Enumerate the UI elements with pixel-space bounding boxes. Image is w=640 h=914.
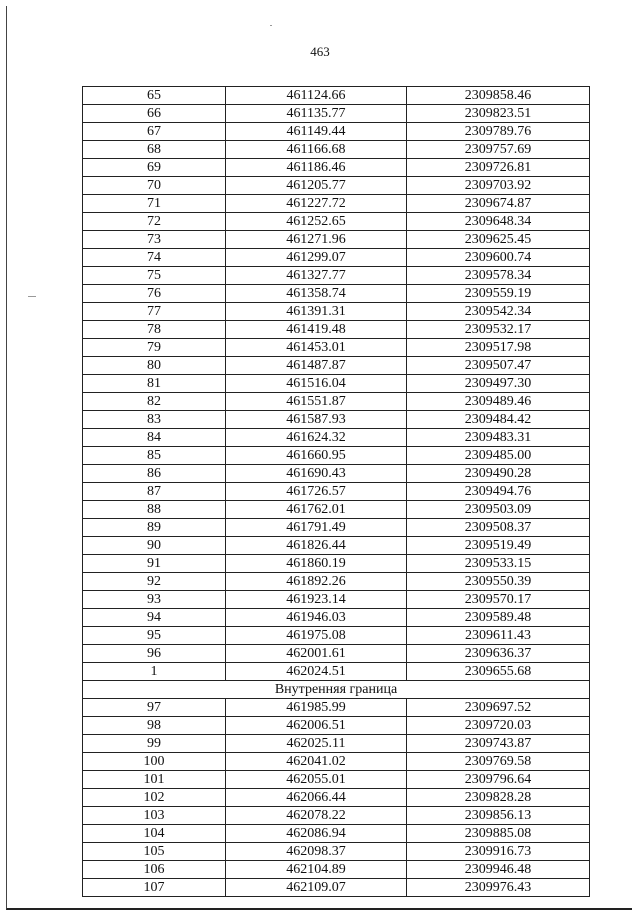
point-number: 75 bbox=[83, 267, 226, 285]
x-coordinate: 461660.95 bbox=[226, 447, 407, 465]
x-coordinate: 462041.02 bbox=[226, 753, 407, 771]
y-coordinate: 2309485.00 bbox=[407, 447, 590, 465]
x-coordinate: 461299.07 bbox=[226, 249, 407, 267]
point-number: 101 bbox=[83, 771, 226, 789]
y-coordinate: 2309489.46 bbox=[407, 393, 590, 411]
table-row bbox=[83, 393, 590, 411]
point-number: 87 bbox=[83, 483, 226, 501]
point-number: 66 bbox=[83, 105, 226, 123]
x-coordinate: 462066.44 bbox=[226, 789, 407, 807]
x-coordinate: 461975.08 bbox=[226, 627, 407, 645]
x-coordinate: 461327.77 bbox=[226, 267, 407, 285]
point-number: 70 bbox=[83, 177, 226, 195]
table-row bbox=[83, 573, 590, 591]
margin-mark bbox=[28, 296, 36, 297]
table-row bbox=[83, 825, 590, 843]
table-row bbox=[83, 879, 590, 897]
x-coordinate: 461892.26 bbox=[226, 573, 407, 591]
y-coordinate: 2309648.34 bbox=[407, 213, 590, 231]
table-row bbox=[83, 285, 590, 303]
point-number: 107 bbox=[83, 879, 226, 897]
x-coordinate: 462001.61 bbox=[226, 645, 407, 663]
table-row bbox=[83, 789, 590, 807]
table-row bbox=[83, 195, 590, 213]
y-coordinate: 2309600.74 bbox=[407, 249, 590, 267]
y-coordinate: 2309789.76 bbox=[407, 123, 590, 141]
table-row bbox=[83, 465, 590, 483]
x-coordinate: 461516.04 bbox=[226, 375, 407, 393]
y-coordinate: 2309611.43 bbox=[407, 627, 590, 645]
point-number: 88 bbox=[83, 501, 226, 519]
table-row bbox=[83, 213, 590, 231]
point-number: 80 bbox=[83, 357, 226, 375]
y-coordinate: 2309589.48 bbox=[407, 609, 590, 627]
x-coordinate: 462104.89 bbox=[226, 861, 407, 879]
point-number: 67 bbox=[83, 123, 226, 141]
y-coordinate: 2309769.58 bbox=[407, 753, 590, 771]
point-number: 89 bbox=[83, 519, 226, 537]
x-coordinate: 461186.46 bbox=[226, 159, 407, 177]
table-row bbox=[83, 627, 590, 645]
point-number: 105 bbox=[83, 843, 226, 861]
x-coordinate: 461166.68 bbox=[226, 141, 407, 159]
y-coordinate: 2309490.28 bbox=[407, 465, 590, 483]
table-row bbox=[83, 501, 590, 519]
table-row bbox=[83, 663, 590, 681]
x-coordinate: 462006.51 bbox=[226, 717, 407, 735]
x-coordinate: 461923.14 bbox=[226, 591, 407, 609]
table-row bbox=[83, 699, 590, 717]
y-coordinate: 2309674.87 bbox=[407, 195, 590, 213]
y-coordinate: 2309757.69 bbox=[407, 141, 590, 159]
point-number: 1 bbox=[83, 663, 226, 681]
point-number: 90 bbox=[83, 537, 226, 555]
x-coordinate: 461227.72 bbox=[226, 195, 407, 213]
point-number: 104 bbox=[83, 825, 226, 843]
point-number: 65 bbox=[83, 87, 226, 105]
point-number: 100 bbox=[83, 753, 226, 771]
point-number: 92 bbox=[83, 573, 226, 591]
y-coordinate: 2309796.64 bbox=[407, 771, 590, 789]
point-number: 79 bbox=[83, 339, 226, 357]
y-coordinate: 2309559.19 bbox=[407, 285, 590, 303]
table-row bbox=[83, 339, 590, 357]
point-number: 76 bbox=[83, 285, 226, 303]
section-header bbox=[83, 681, 590, 699]
section-label: Внутренняя граница bbox=[83, 681, 590, 699]
y-coordinate: 2309494.76 bbox=[407, 483, 590, 501]
x-coordinate: 461358.74 bbox=[226, 285, 407, 303]
point-number: 95 bbox=[83, 627, 226, 645]
x-coordinate: 462024.51 bbox=[226, 663, 407, 681]
x-coordinate: 461985.99 bbox=[226, 699, 407, 717]
point-number: 98 bbox=[83, 717, 226, 735]
scan-speck bbox=[270, 25, 272, 26]
y-coordinate: 2309726.81 bbox=[407, 159, 590, 177]
x-coordinate: 461726.57 bbox=[226, 483, 407, 501]
point-number: 85 bbox=[83, 447, 226, 465]
point-number: 69 bbox=[83, 159, 226, 177]
point-number: 91 bbox=[83, 555, 226, 573]
x-coordinate: 461205.77 bbox=[226, 177, 407, 195]
y-coordinate: 2309533.15 bbox=[407, 555, 590, 573]
y-coordinate: 2309542.34 bbox=[407, 303, 590, 321]
y-coordinate: 2309655.68 bbox=[407, 663, 590, 681]
point-number: 74 bbox=[83, 249, 226, 267]
page-number: 463 bbox=[310, 44, 330, 59]
table-row bbox=[83, 447, 590, 465]
x-coordinate: 461826.44 bbox=[226, 537, 407, 555]
point-number: 73 bbox=[83, 231, 226, 249]
x-coordinate: 461124.66 bbox=[226, 87, 407, 105]
table-row bbox=[83, 555, 590, 573]
y-coordinate: 2309507.47 bbox=[407, 357, 590, 375]
x-coordinate: 461762.01 bbox=[226, 501, 407, 519]
y-coordinate: 2309858.46 bbox=[407, 87, 590, 105]
table-row bbox=[83, 249, 590, 267]
point-number: 94 bbox=[83, 609, 226, 627]
point-number: 82 bbox=[83, 393, 226, 411]
y-coordinate: 2309532.17 bbox=[407, 321, 590, 339]
y-coordinate: 2309743.87 bbox=[407, 735, 590, 753]
coordinates-table bbox=[82, 86, 590, 897]
table-row bbox=[83, 519, 590, 537]
point-number: 84 bbox=[83, 429, 226, 447]
point-number: 99 bbox=[83, 735, 226, 753]
table-row bbox=[83, 231, 590, 249]
table-row bbox=[83, 357, 590, 375]
y-coordinate: 2309703.92 bbox=[407, 177, 590, 195]
y-coordinate: 2309828.28 bbox=[407, 789, 590, 807]
table-row bbox=[83, 537, 590, 555]
table-row bbox=[83, 717, 590, 735]
y-coordinate: 2309497.30 bbox=[407, 375, 590, 393]
inner-boundary-rows bbox=[83, 699, 590, 897]
x-coordinate: 461453.01 bbox=[226, 339, 407, 357]
y-coordinate: 2309508.37 bbox=[407, 519, 590, 537]
x-coordinate: 461271.96 bbox=[226, 231, 407, 249]
table-row bbox=[83, 141, 590, 159]
y-coordinate: 2309519.49 bbox=[407, 537, 590, 555]
y-coordinate: 2309885.08 bbox=[407, 825, 590, 843]
table-row bbox=[83, 483, 590, 501]
point-number: 103 bbox=[83, 807, 226, 825]
table-row bbox=[83, 429, 590, 447]
point-number: 96 bbox=[83, 645, 226, 663]
table-row bbox=[83, 105, 590, 123]
x-coordinate: 461587.93 bbox=[226, 411, 407, 429]
x-coordinate: 462098.37 bbox=[226, 843, 407, 861]
y-coordinate: 2309550.39 bbox=[407, 573, 590, 591]
section-row bbox=[83, 681, 590, 699]
table-row bbox=[83, 177, 590, 195]
x-coordinate: 462055.01 bbox=[226, 771, 407, 789]
point-number: 97 bbox=[83, 699, 226, 717]
table-row bbox=[83, 87, 590, 105]
y-coordinate: 2309823.51 bbox=[407, 105, 590, 123]
table-row bbox=[83, 411, 590, 429]
y-coordinate: 2309720.03 bbox=[407, 717, 590, 735]
y-coordinate: 2309856.13 bbox=[407, 807, 590, 825]
x-coordinate: 462025.11 bbox=[226, 735, 407, 753]
table-row bbox=[83, 159, 590, 177]
table-row bbox=[83, 771, 590, 789]
y-coordinate: 2309578.34 bbox=[407, 267, 590, 285]
table-row bbox=[83, 591, 590, 609]
y-coordinate: 2309483.31 bbox=[407, 429, 590, 447]
x-coordinate: 461487.87 bbox=[226, 357, 407, 375]
point-number: 68 bbox=[83, 141, 226, 159]
table-row bbox=[83, 807, 590, 825]
table-row bbox=[83, 321, 590, 339]
x-coordinate: 462078.22 bbox=[226, 807, 407, 825]
point-number: 81 bbox=[83, 375, 226, 393]
y-coordinate: 2309697.52 bbox=[407, 699, 590, 717]
x-coordinate: 461419.48 bbox=[226, 321, 407, 339]
point-number: 93 bbox=[83, 591, 226, 609]
x-coordinate: 461624.32 bbox=[226, 429, 407, 447]
table-row bbox=[83, 843, 590, 861]
point-number: 78 bbox=[83, 321, 226, 339]
point-number: 72 bbox=[83, 213, 226, 231]
table-row bbox=[83, 645, 590, 663]
point-number: 106 bbox=[83, 861, 226, 879]
point-number: 102 bbox=[83, 789, 226, 807]
table-row bbox=[83, 123, 590, 141]
table-row bbox=[83, 375, 590, 393]
y-coordinate: 2309503.09 bbox=[407, 501, 590, 519]
x-coordinate: 462086.94 bbox=[226, 825, 407, 843]
x-coordinate: 461690.43 bbox=[226, 465, 407, 483]
point-number: 86 bbox=[83, 465, 226, 483]
x-coordinate: 461946.03 bbox=[226, 609, 407, 627]
x-coordinate: 461252.65 bbox=[226, 213, 407, 231]
y-coordinate: 2309570.17 bbox=[407, 591, 590, 609]
y-coordinate: 2309484.42 bbox=[407, 411, 590, 429]
x-coordinate: 461791.49 bbox=[226, 519, 407, 537]
x-coordinate: 461135.77 bbox=[226, 105, 407, 123]
y-coordinate: 2309946.48 bbox=[407, 861, 590, 879]
x-coordinate: 461860.19 bbox=[226, 555, 407, 573]
table-row bbox=[83, 609, 590, 627]
x-coordinate: 461149.44 bbox=[226, 123, 407, 141]
point-number: 77 bbox=[83, 303, 226, 321]
y-coordinate: 2309625.45 bbox=[407, 231, 590, 249]
point-number: 83 bbox=[83, 411, 226, 429]
outer-boundary-rows bbox=[83, 87, 590, 681]
table-row bbox=[83, 753, 590, 771]
y-coordinate: 2309976.43 bbox=[407, 879, 590, 897]
x-coordinate: 461391.31 bbox=[226, 303, 407, 321]
x-coordinate: 462109.07 bbox=[226, 879, 407, 897]
x-coordinate: 461551.87 bbox=[226, 393, 407, 411]
y-coordinate: 2309636.37 bbox=[407, 645, 590, 663]
y-coordinate: 2309916.73 bbox=[407, 843, 590, 861]
point-number: 71 bbox=[83, 195, 226, 213]
y-coordinate: 2309517.98 bbox=[407, 339, 590, 357]
table-row bbox=[83, 861, 590, 879]
table-row bbox=[83, 303, 590, 321]
table-row bbox=[83, 735, 590, 753]
table-row bbox=[83, 267, 590, 285]
